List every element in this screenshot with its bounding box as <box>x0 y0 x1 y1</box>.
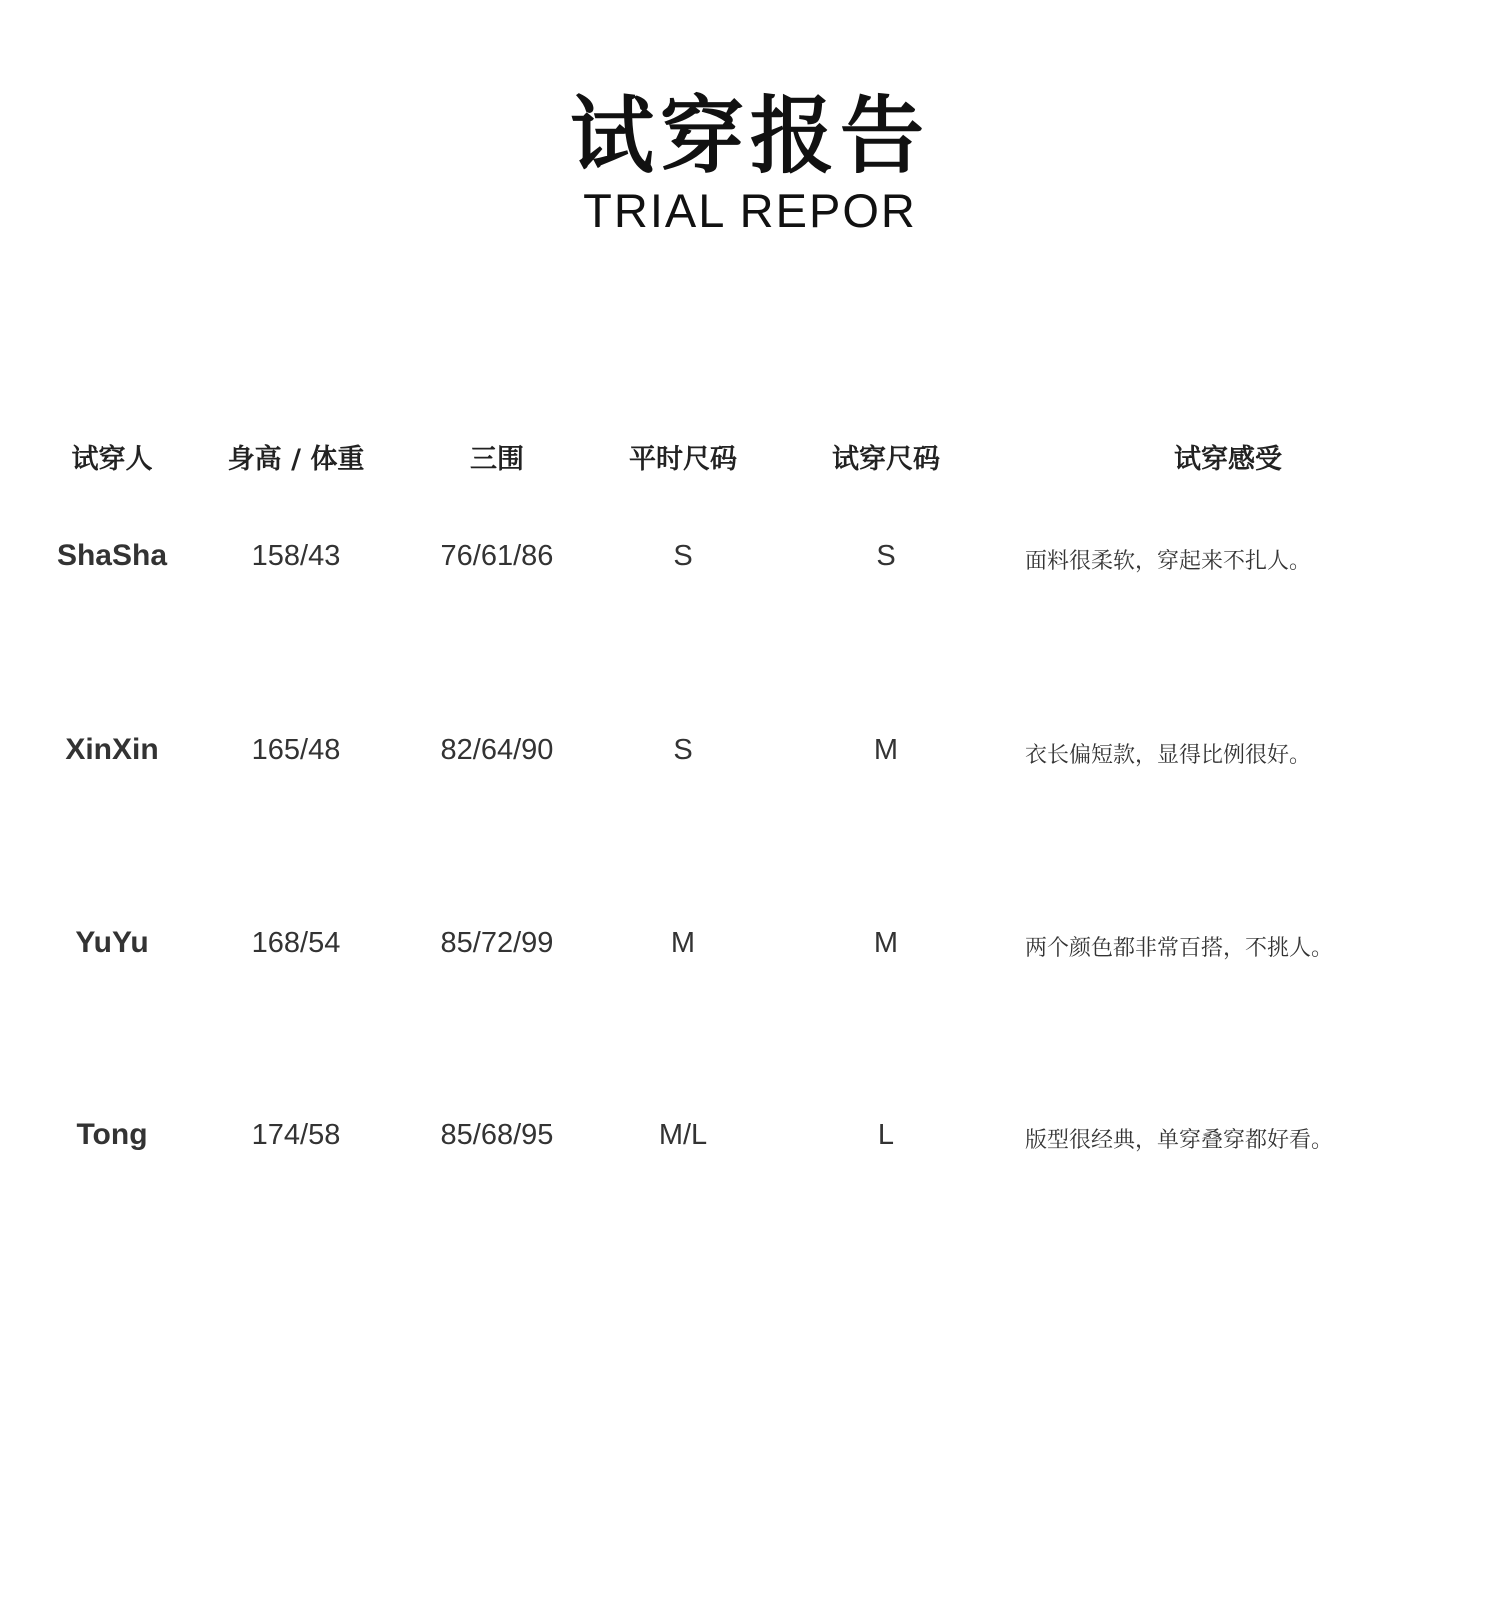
height-weight: 174/58 <box>251 1119 341 1151</box>
trial-size: M <box>873 734 899 766</box>
table-row <box>0 720 1500 780</box>
measurements: 82/64/90 <box>440 734 554 766</box>
measurements: 76/61/86 <box>440 540 554 572</box>
feeling: 衣长偏短款，显得比例很好。 <box>1025 743 1312 768</box>
header-measurements: 三围 <box>470 444 524 475</box>
measurements: 85/68/95 <box>440 1119 554 1151</box>
usual-size: S <box>673 734 693 766</box>
title-block <box>0 88 1500 238</box>
page-subtitle: TRIAL REPOR <box>583 184 917 237</box>
tester-name: YuYu <box>75 926 149 959</box>
header-trial-size: 试穿尺码 <box>832 444 940 475</box>
header-tester: 试穿人 <box>71 444 153 475</box>
table-row <box>0 1105 1500 1165</box>
feeling: 版型很经典，单穿叠穿都好看。 <box>1025 1128 1334 1153</box>
usual-size: M <box>670 927 696 959</box>
header-height-weight: 身高 / 体重 <box>227 444 365 475</box>
height-weight: 168/54 <box>251 927 341 959</box>
trial-size: S <box>876 540 896 572</box>
measurements: 85/72/99 <box>440 927 554 959</box>
trial-size: M <box>873 927 899 959</box>
usual-size: S <box>673 540 693 572</box>
tester-name: XinXin <box>65 733 159 766</box>
header-feeling: 试穿感受 <box>1174 444 1282 475</box>
header-usual-size: 平时尺码 <box>629 444 737 475</box>
page-title: 试穿报告 <box>569 87 930 185</box>
table-row <box>0 913 1500 973</box>
height-weight: 165/48 <box>251 734 341 766</box>
trial-size: L <box>877 1119 895 1151</box>
tester-name: ShaSha <box>56 539 168 572</box>
table-row <box>0 526 1500 586</box>
table-header-row <box>0 430 1500 490</box>
tester-name: Tong <box>76 1118 148 1151</box>
feeling: 两个颜色都非常百搭，不挑人。 <box>1025 936 1334 961</box>
height-weight: 158/43 <box>251 540 341 572</box>
feeling: 面料很柔软，穿起来不扎人。 <box>1025 549 1312 574</box>
usual-size: M/L <box>658 1119 708 1151</box>
